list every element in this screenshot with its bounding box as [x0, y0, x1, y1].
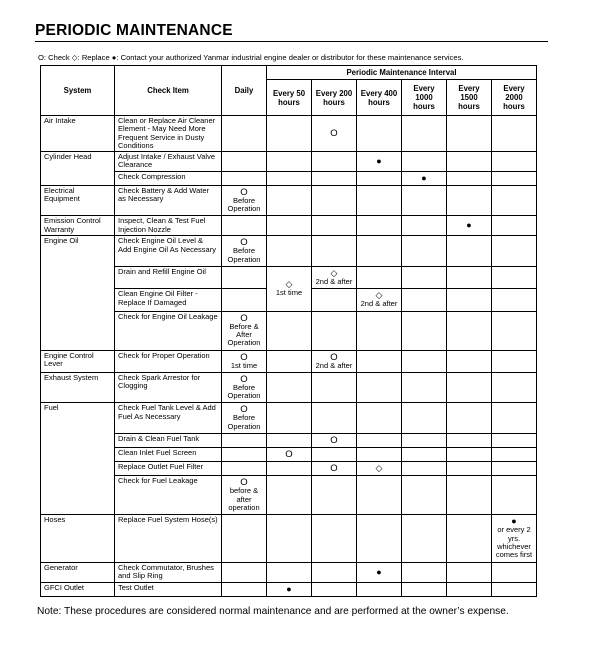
replace-symbol: ◇ [375, 463, 383, 474]
header-check-item: Check Item [115, 66, 222, 116]
daily-note: Before Operation [227, 246, 261, 264]
check-item-cell: Clean or Replace Air Cleaner Element - May Need More Frequent Service in Dusty Conditions [115, 116, 222, 152]
check-item-cell: Check Spark Arrestor for Clogging [115, 372, 222, 403]
check-symbol: O [240, 477, 248, 489]
check-item-cell: Check for Proper Operation [115, 350, 222, 372]
header-every-200: Every 200 hours [312, 80, 357, 116]
check-item-cell: Adjust Intake / Exhaust Valve Clearance [115, 152, 222, 172]
check-item-cell: Check Engine Oil Level & Add Engine Oil As Necessary [115, 236, 222, 267]
system-cell: Exhaust System [41, 372, 115, 403]
daily-note: 1st time [230, 360, 258, 370]
system-cell: Air Intake [41, 116, 115, 152]
interval-note: 1st time [275, 288, 303, 298]
check-item-cell: Clean Inlet Fuel Screen [115, 448, 222, 462]
check-item-cell: Check Fuel Tank Level & Add Fuel As Necessary [115, 403, 222, 434]
system-cell: Hoses [41, 515, 115, 562]
interval-note: 2nd & after [360, 299, 398, 309]
check-item-cell: Drain & Clean Fuel Tank [115, 434, 222, 448]
replace-symbol: ◇ [285, 279, 293, 290]
check-item-cell: Test Outlet [115, 582, 222, 596]
check-symbol: O [285, 449, 293, 461]
system-cell: Engine Oil [41, 236, 115, 350]
contact-symbol: ● [511, 516, 517, 527]
check-item-cell: Inspect, Clean & Test Fuel Injection Nozzle [115, 216, 222, 236]
contact-symbol: ● [376, 566, 382, 577]
daily-note: before & after operation [228, 486, 260, 513]
maintenance-table [40, 65, 537, 597]
daily-note: Before Operation [227, 195, 261, 214]
check-symbol: O [330, 351, 338, 363]
check-symbol: O [240, 312, 248, 324]
header-interval-group: Periodic Maintenance Interval [267, 66, 537, 80]
replace-symbol: ◇ [330, 267, 338, 278]
system-cell: Emission Control Warranty [41, 216, 115, 236]
header-daily: Daily [222, 66, 267, 116]
system-cell: Electrical Equipment [41, 185, 115, 216]
page-title: PERIODIC MAINTENANCE [35, 22, 233, 39]
daily-note: Before & After Operation [227, 321, 261, 348]
check-symbol: O [240, 404, 248, 416]
check-symbol: O [330, 435, 338, 447]
contact-symbol: ● [421, 172, 427, 183]
title-rule [35, 41, 548, 42]
interval-note: 2nd & after [315, 360, 353, 370]
check-symbol: O [240, 351, 248, 363]
interval-note: or every 2 yrs. whichever comes first [495, 525, 533, 560]
system-cell: Cylinder Head [41, 152, 115, 186]
system-cell: GFCI Outlet [41, 582, 115, 596]
header-every-400: Every 400 hours [357, 80, 402, 116]
contact-symbol: ● [466, 220, 472, 231]
contact-symbol: ● [376, 155, 382, 166]
interval-note: 2nd & after [315, 276, 353, 286]
symbol-legend: O: Check ◇: Replace ●: Contact your authorized Yanmar industrial engine dealer or distributor for these maintenance services. [38, 53, 464, 62]
daily-note: Before Operation [227, 413, 261, 431]
daily-note: Before Operation [227, 382, 261, 401]
check-item-cell: Replace Outlet Fuel Filter [115, 462, 222, 476]
system-cell: Fuel [41, 403, 115, 515]
check-symbol: O [240, 237, 248, 249]
check-symbol: O [330, 463, 338, 475]
header-every-1500: Every 1500 hours [447, 80, 492, 116]
check-item-cell: Clean Engine Oil Filter - Replace If Damaged [115, 289, 222, 311]
check-item-cell: Replace Fuel System Hose(s) [115, 515, 222, 562]
check-item-cell: Drain and Refill Engine Oil [115, 266, 222, 288]
system-cell: Generator [41, 562, 115, 582]
header-every-1000: Every 1000 hours [402, 80, 447, 116]
replace-symbol: ◇ [375, 290, 383, 301]
check-symbol: O [240, 373, 248, 385]
check-item-cell: Check Commutator, Brushes and Slip Ring [115, 562, 222, 582]
footer-note: Note: These procedures are considered normal maintenance and are performed at the owner’s expense. [37, 606, 509, 617]
header-every-2000: Every 2000 hours [492, 80, 537, 116]
check-item-cell: Check for Engine Oil Leakage [115, 311, 222, 350]
check-item-cell: Check for Fuel Leakage [115, 476, 222, 515]
header-system: System [41, 66, 115, 116]
check-item-cell: Check Compression [115, 171, 222, 185]
header-every-50: Every 50 hours [267, 80, 312, 116]
check-item-cell: Check Battery & Add Water as Necessary [115, 185, 222, 216]
contact-symbol: ● [286, 583, 292, 594]
check-symbol: O [240, 186, 248, 198]
system-cell: Engine Control Lever [41, 350, 115, 372]
check-symbol: O [330, 128, 338, 140]
